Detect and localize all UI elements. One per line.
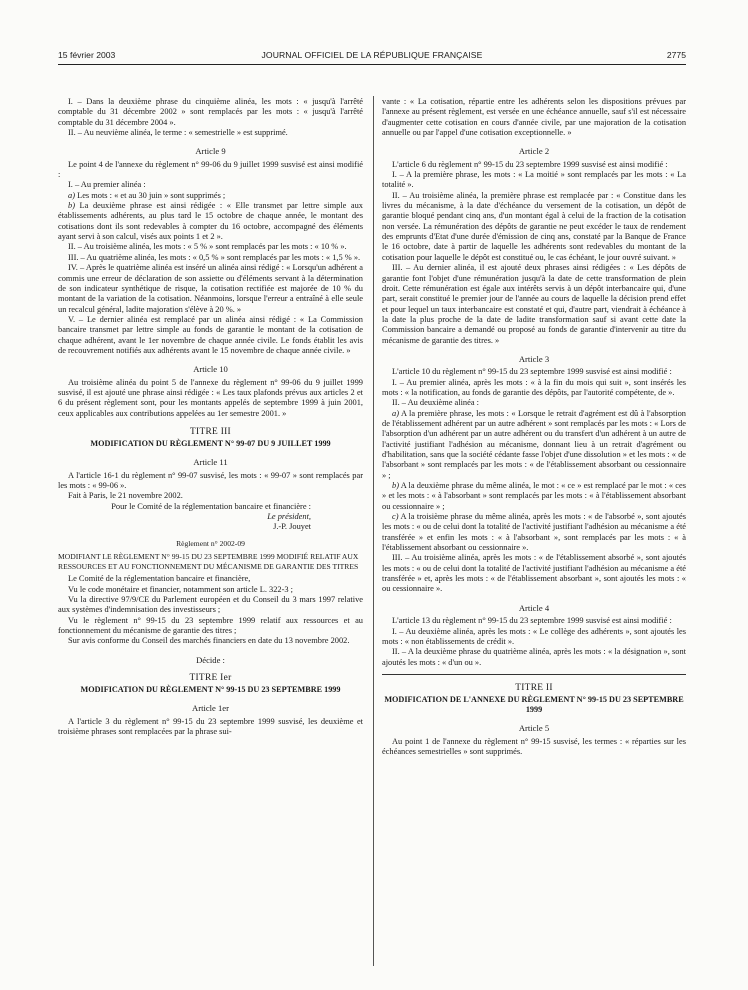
article-heading: Article 3 xyxy=(518,353,550,364)
header-rule xyxy=(58,64,686,65)
paragraph: L'article 6 du règlement n° 99-15 du 23 septembre 1999 susvisé est ainsi modifié : xyxy=(392,159,668,169)
item-letter: b) xyxy=(68,201,75,211)
signature-name: J.-P. Jouyet xyxy=(273,522,311,532)
paragraph: II. – Au deuxième alinéa : xyxy=(392,398,479,408)
paragraph: III. – Au quatrième alinéa, les mots : « 0,5 % » sont remplacés par les mots : « 1,5 % ». xyxy=(68,252,361,262)
item-text: La deuxième phrase est ainsi rédigée : « Elle transmet par lettre simple aux établissements adhérents, au plus tard le 15 octobre de chaque année, le montant des cotisations dont ils sont redevables à compter du 16 octobre, accompagné des éléments ayant servi à son calcul, visés aux points 1 et 2 ». xyxy=(58,201,363,242)
signature-role: Le président, xyxy=(267,512,311,522)
paragraph: I. – Dans la deuxième phrase du cinquième alinéa, les mots : « jusqu'à l'arrêté comptable du 31 décembre 2002 » sont remplacés par les mots : « jusqu'à l'arrêté comptable du 31 décembre 2004 ». xyxy=(58,97,363,127)
item-text: A la première phrase, les mots : « Lorsque le retrait d'agrément est dû à l'absorption de l'établissement adhérent par un autre adhérent » sont remplacés par les mots : « Lors de l'absorption d'un adhérent par un autre adhérent ou du transfert d'un adhérent à un autre de l'activité justifiant l'adhésion au mécanisme, donnant lieu à un retrait d'agrément ou d'habilitation, sans que la société cédante fasse l'objet d'une dissolution » et les mots : « de l'absorbant » sont remplacés par les mots : « de l'établissement absorbant ou cessionnaire » ; xyxy=(382,408,686,480)
decide: Décide : xyxy=(196,654,225,665)
paragraph xyxy=(382,409,686,481)
titre-subheading: MODIFICATION DU RÈGLEMENT N° 99-15 DU 23 SEPTEMBRE 1999 xyxy=(80,685,341,695)
journal-title: JOURNAL OFFICIEL DE LA RÉPUBLIQUE FRANÇAISE xyxy=(261,50,483,60)
paragraph: III. – Au troisième alinéa, après les mots : « de l'établissement absorbé », sont ajoutés les mots : « ou de celui dont la totalité de l'activité justifiant l'adhésion au mécanisme a été transférée » et, après les mots : « de l'établissement absorbant », sont ajoutés les mots : « ou cessionnaire ». xyxy=(382,553,686,594)
paragraph: II. – Au neuvième alinéa, le terme : « semestrielle » est supprimé. xyxy=(68,128,288,138)
paragraph xyxy=(58,201,363,242)
paragraph: vante : « La cotisation, répartie entre les adhérents selon les dispositions prévues par l'annexe au présent règlement, est versée en une échéance annuelle, sauf s'il est nécessaire d'augmenter cette cotisation en cours d'année civile, par une majoration de la cotisation annuelle ou par l'appel d'une cotisation exceptionnelle. » xyxy=(382,97,686,138)
titre-heading: TITRE III xyxy=(190,426,231,437)
paragraph: Le Comité de la réglementation bancaire et financière, xyxy=(68,574,251,584)
paragraph: Sur avis conforme du Conseil des marchés financiers en date du 13 novembre 2002. xyxy=(68,636,350,646)
titre-subheading: MODIFICATION DU RÈGLEMENT N° 99-07 DU 9 JUILLET 1999 xyxy=(90,439,331,449)
paragraph: Vu le règlement n° 99-15 du 23 septembre 1999 relatif aux ressources et au fonctionnement du mécanisme de garantie des titres ; xyxy=(58,615,363,635)
paragraph: II. – Au troisième alinéa, la première phrase est remplacée par : « Constitue dans les livres du mécanisme, à la date d'échéance du versement de la cotisation, un dépôt de garantie bloqué pendant cinq ans, d'un montant égal à celui de la fraction de la cotisation non versée. La rémunération des dépôts de garantie ne peut excéder le taux de rendement des emprunts d'Etat d'une durée d'émission de cinq ans, constaté par la Banque de France le 16 octobre, date à partir de laquelle les adhérents sont redevables du montant de la cotisation pour laquelle le dépôt est constitué ou, le cas échéant, le jour ouvré suivant. » xyxy=(382,190,686,262)
paragraph: I. – A la première phrase, les mots : « La moitié » sont remplacés par les mots : « La totalité ». xyxy=(382,170,686,190)
paragraph: L'article 10 du règlement n° 99-15 du 23 septembre 1999 susvisé est ainsi modifié : xyxy=(392,367,672,377)
article-heading: Article 10 xyxy=(193,364,228,375)
paragraph: Vu la directive 97/9/CE du Parlement européen et du Conseil du 3 mars 1997 relative aux systèmes d'indemnisation des investisseurs ; xyxy=(58,594,363,615)
page-number: 2775 xyxy=(666,50,686,60)
paragraph xyxy=(58,191,363,201)
paragraph: I. – Au premier alinéa : xyxy=(68,180,146,190)
paragraph: I. – Au premier alinéa, après les mots : « à la fin du mois qui suit », sont insérés les mots : « la notification, au fonds de garantie des dépôts, par l'autorité compétente, de ». xyxy=(382,377,686,397)
section-rule xyxy=(382,674,686,675)
signature-title xyxy=(58,512,363,522)
paragraph: A l'article 3 du règlement n° 99-15 du 23 septembre 1999 susvisé, les deuxième et troisième phrases sont remplacées par la phrase sui- xyxy=(58,716,363,737)
paragraph: I. – Au deuxième alinéa, après les mots : « Le collège des adhérents », sont ajoutés les mots : « non établissements de crédit ». xyxy=(382,626,686,646)
paragraph: II. – A la deuxième phrase du quatrième alinéa, après les mots : « la désignation », sont ajoutés les mots : « d'un ou ». xyxy=(382,647,686,667)
article-heading: Article 1er xyxy=(192,703,229,714)
item-text: Les mots : « et au 30 juin » sont supprimés ; xyxy=(74,190,226,200)
paragraph: Vu le code monétaire et financier, notamment son article L. 322-3 ; xyxy=(68,584,293,594)
paragraph: Au troisième alinéa du point 5 de l'annexe du règlement n° 99-06 du 9 juillet 1999 susvisé, il est ajouté une phrase ainsi rédigée : « Les taux plafonds prévus aux articles 2 et 6 du présent règlement sont, pour les montants appelés de septembre 1999 à juin 2001, ceux applicables aux contributions appelées au 1er semestre 2001. » xyxy=(58,377,363,418)
paragraph: Au point 1 de l'annexe du règlement n° 99-15 susvisé, les termes : « réparties sur les échéances semestrielles » sont supprimés. xyxy=(382,736,686,756)
page-header xyxy=(58,50,686,64)
paragraph: V. – Le dernier alinéa est remplacé par un alinéa ainsi rédigé : « La Commission bancaire transmet par lettre simple au fonds de garantie le montant de la cotisation de chaque adhérent, avant le 1er novembre de chaque année civile. Le fonds établit les avis de recouvrement notifiés aux adhérents avant le 15 novembre de chaque année civile. » xyxy=(58,314,363,355)
right-column xyxy=(382,97,686,757)
regulation-number: Règlement n° 2002-09 xyxy=(176,538,245,548)
titre-subheading: MODIFICATION DE L'ANNEXE DU RÈGLEMENT N° 99-15 DU 23 SEPTEMBRE 1999 xyxy=(384,695,684,715)
paragraph: III. – Au dernier alinéa, il est ajouté deux phrases ainsi rédigées : « Les dépôts de garantie font l'objet d'une rémunération jusqu'à la date de cette transformation de plein droit. Cette rémunération est égale aux intérêts servis à un dépôt interbancaire qui, d'une part, serait constitué le premier jour de l'année au cours de laquelle la décision prend effet et pour lequel un taux interbancaire est constaté et qui, d'autre part, viendrait à échéance à la date la plus proche de la date de ladite transformation sauf si avant cette date la Commission bancaire a demandé ou proposé au fonds de garantie d'intervenir au titre du mécanisme de garantie des titres. » xyxy=(382,263,686,345)
column-divider xyxy=(373,96,374,966)
regulation-title: MODIFIANT LE RÈGLEMENT N° 99-15 DU 23 SEPTEMBRE 1999 MODIFIÉ RELATIF AUX RESSOURCES ET AU FONCTIONNEMENT DU MÉCANISME DE GARANTIE DES TITRES xyxy=(58,552,359,571)
item-letter: a) xyxy=(68,190,75,200)
item-text: A la deuxième phrase du même alinéa, le mot : « ce » est remplacé par le mot : « ces » et les mots : « à l'absorbant » sont remplacés par les mots : « à l'établissement absorbant ou cessionnaire » ; xyxy=(382,481,686,511)
done-at: Fait à Paris, le 21 novembre 2002. xyxy=(68,491,183,501)
item-letter: c) xyxy=(392,512,399,522)
article-heading: Article 4 xyxy=(518,602,550,613)
article-heading: Article 2 xyxy=(518,146,550,157)
article-heading: Article 5 xyxy=(518,723,550,734)
item-letter: b) xyxy=(392,481,399,491)
article-heading: Article 11 xyxy=(193,457,228,468)
article-heading: Article 9 xyxy=(195,146,226,157)
header-date: 15 février 2003 xyxy=(58,50,116,60)
paragraph: A l'article 16-1 du règlement n° 99-07 susvisé, les mots : « 99-07 » sont remplacés par les mots : « 99-06 ». xyxy=(58,470,363,490)
titre-heading: TITRE Ier xyxy=(189,673,232,683)
item-text: A la troisième phrase du même alinéa, après les mots : « de l'absorbé », sont ajoutés les mots : « ou de celui dont la totalité de l'activité justifiant l'adhésion au mécanisme a été transférée » et enfin les mots : « à l'absorbant », sont remplacés par les mots : « à l'établissement absorbant ou cessionnaire ». xyxy=(382,512,686,553)
paragraph: L'article 13 du règlement n° 99-15 du 23 septembre 1999 susvisé est ainsi modifié : xyxy=(392,616,672,626)
paragraph: II. – Au troisième alinéa, les mots : « 5 % » sont remplacés par les mots : « 10 % ». xyxy=(68,242,347,252)
item-letter: a) xyxy=(392,408,399,418)
titre-heading: TITRE II xyxy=(515,682,553,693)
paragraph xyxy=(382,481,686,512)
paragraph xyxy=(382,512,686,553)
paragraph: IV. – Après le quatrième alinéa est inséré un alinéa ainsi rédigé : « Lorsqu'un adhérent a commis une erreur de déclaration de son assiette ou d'éléments servant à la détermination de son indicateur synthétique de risque, la cotisation rectifiée est majorée de 10 % du montant de la variation de la cotisation. Néanmoins, lorsque l'erreur a entraîné à elle seule un recalcul général, ladite majoration s'élève à 20 %. » xyxy=(58,263,363,314)
left-column xyxy=(58,97,363,737)
signature-line: Pour le Comité de la réglementation bancaire et financière : xyxy=(111,501,311,511)
paragraph: Le point 4 de l'annexe du règlement n° 99-06 du 9 juillet 1999 susvisé est ainsi modifié : xyxy=(58,159,363,180)
